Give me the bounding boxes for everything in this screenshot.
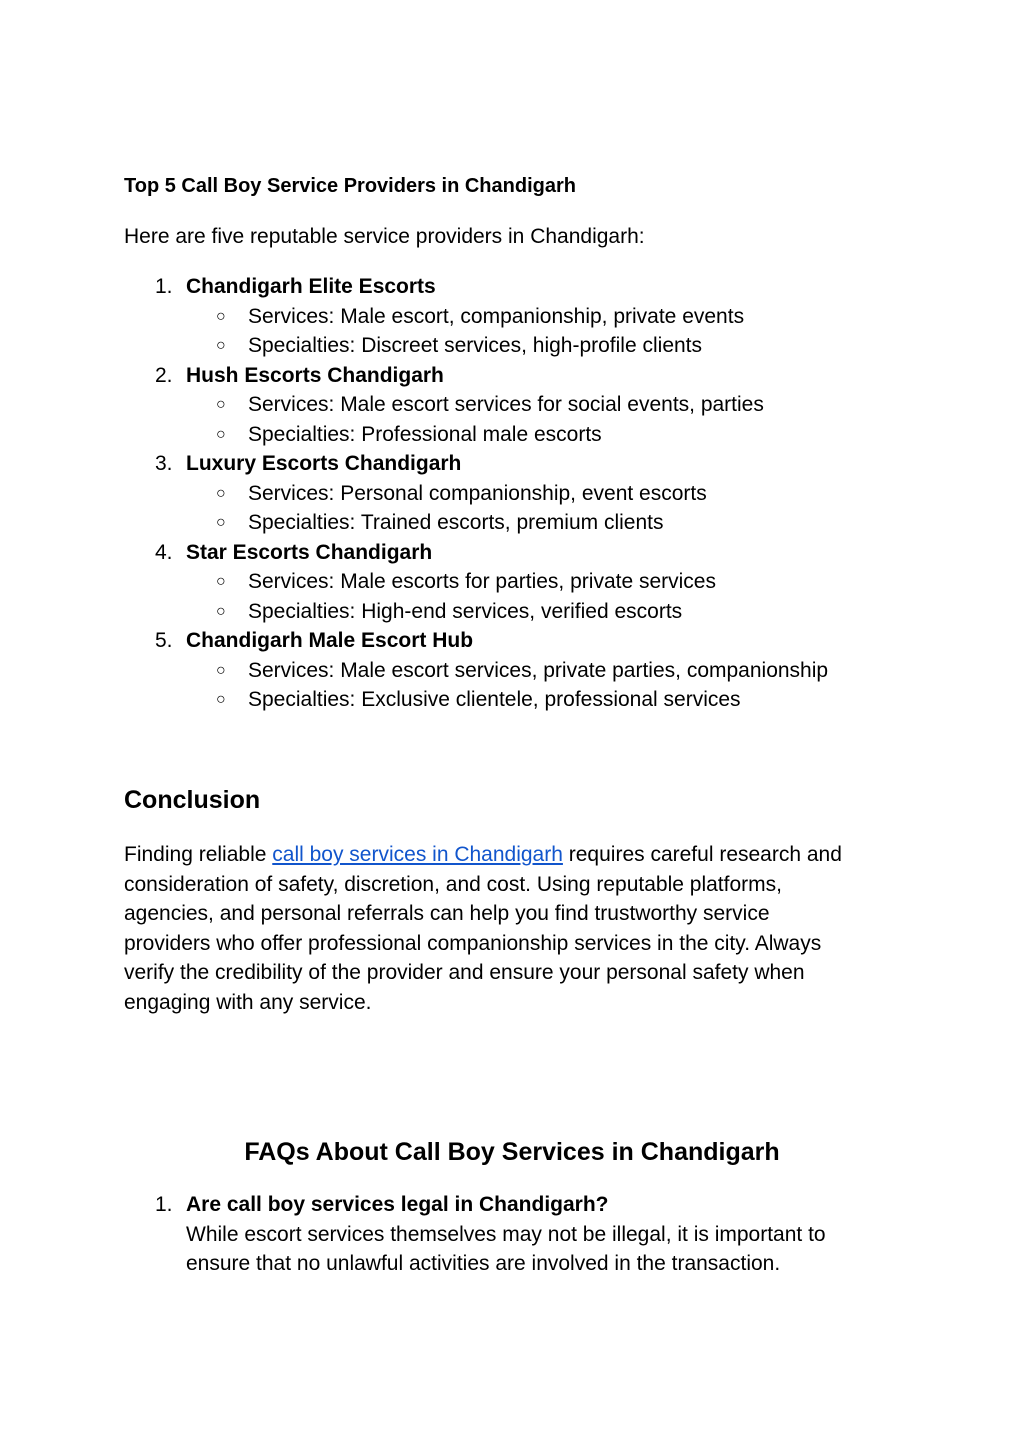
- provider-services: Services: Male escorts for parties, private services: [248, 570, 716, 593]
- section-heading: Top 5 Call Boy Service Providers in Chandigarh: [124, 175, 576, 197]
- provider-name: Star Escorts Chandigarh: [186, 540, 433, 564]
- paragraph-line: agencies, and personal referrals can help you find trustworthy service: [124, 902, 770, 925]
- sub-list-item: [0, 302, 1024, 332]
- list-item: [0, 538, 1024, 568]
- provider-name: Hush Escorts Chandigarh: [186, 363, 444, 387]
- provider-specialties: Specialties: Exclusive clientele, professional services: [248, 688, 741, 711]
- sub-list-item: [0, 390, 1024, 420]
- paragraph-line: consideration of safety, discretion, and cost. Using reputable platforms,: [124, 872, 782, 896]
- provider-list: [0, 272, 1024, 715]
- provider-name: Chandigarh Male Escort Hub: [186, 629, 474, 652]
- circle-bullet-icon: ○: [216, 573, 226, 590]
- provider-services: Services: Male escort, companionship, private events: [248, 304, 745, 328]
- list-item: [0, 449, 1024, 479]
- list-number: 2.: [155, 363, 173, 387]
- sub-list-item: [0, 656, 1024, 686]
- intro-text: Here are five reputable service providers in Chandigarh:: [124, 225, 645, 248]
- faq-answer-line: ensure that no unlawful activities are involved in the transaction.: [186, 1252, 781, 1275]
- sub-list-item: [0, 479, 1024, 509]
- conclusion-heading: Conclusion: [124, 786, 261, 814]
- list-number: 3.: [155, 452, 173, 475]
- call-boy-services-link[interactable]: call boy services in Chandigarh: [272, 843, 563, 866]
- faq-number: 1.: [155, 1193, 173, 1216]
- list-number: 4.: [155, 540, 173, 564]
- circle-bullet-icon: ○: [216, 396, 226, 413]
- provider-specialties: Specialties: Trained escorts, premium clients: [248, 511, 664, 534]
- paragraph-line: engaging with any service.: [124, 990, 372, 1014]
- faq-question: Are call boy services legal in Chandigarh?: [186, 1193, 609, 1216]
- faq-answer-line: While escort services themselves may not be illegal, it is important to: [186, 1222, 826, 1246]
- sub-list-item: [0, 420, 1024, 450]
- provider-specialties: Specialties: Discreet services, high-profile clients: [248, 334, 703, 357]
- provider-services: Services: Male escort services for social events, parties: [248, 393, 764, 416]
- sub-list-item: [0, 508, 1024, 538]
- circle-bullet-icon: ○: [216, 602, 226, 620]
- paragraph-line: [124, 840, 914, 870]
- circle-bullet-icon: ○: [216, 661, 226, 679]
- list-item: [0, 272, 1024, 302]
- list-number: 5.: [155, 629, 173, 652]
- paragraph-text: Finding reliable: [124, 843, 273, 866]
- faq-heading: FAQs About Call Boy Services in Chandigarh: [244, 1138, 780, 1166]
- sub-list-item: [0, 567, 1024, 597]
- paragraph-line: verify the credibility of the provider and ensure your personal safety when: [124, 961, 805, 984]
- circle-bullet-icon: ○: [216, 484, 226, 502]
- circle-bullet-icon: ○: [216, 337, 226, 354]
- sub-list-item: [0, 331, 1024, 361]
- sub-list-item: [0, 597, 1024, 627]
- sub-list-item: [0, 685, 1024, 715]
- list-item: [0, 361, 1024, 391]
- list-item: [0, 626, 1024, 656]
- circle-bullet-icon: ○: [216, 514, 226, 531]
- provider-specialties: Specialties: Professional male escorts: [248, 422, 602, 446]
- provider-services: Services: Male escort services, private parties, companionship: [248, 658, 829, 682]
- conclusion-paragraph: [124, 840, 914, 1017]
- paragraph-line: providers who offer professional companionship services in the city. Always: [124, 931, 822, 955]
- provider-services: Services: Personal companionship, event escorts: [248, 481, 707, 505]
- list-number: 1.: [155, 275, 173, 298]
- circle-bullet-icon: ○: [216, 425, 226, 443]
- paragraph-text: requires careful research and: [562, 843, 842, 866]
- provider-name: Chandigarh Elite Escorts: [186, 275, 436, 298]
- circle-bullet-icon: ○: [216, 307, 226, 325]
- circle-bullet-icon: ○: [216, 691, 226, 708]
- provider-specialties: Specialties: High-end services, verified escorts: [248, 599, 683, 623]
- provider-name: Luxury Escorts Chandigarh: [186, 452, 462, 475]
